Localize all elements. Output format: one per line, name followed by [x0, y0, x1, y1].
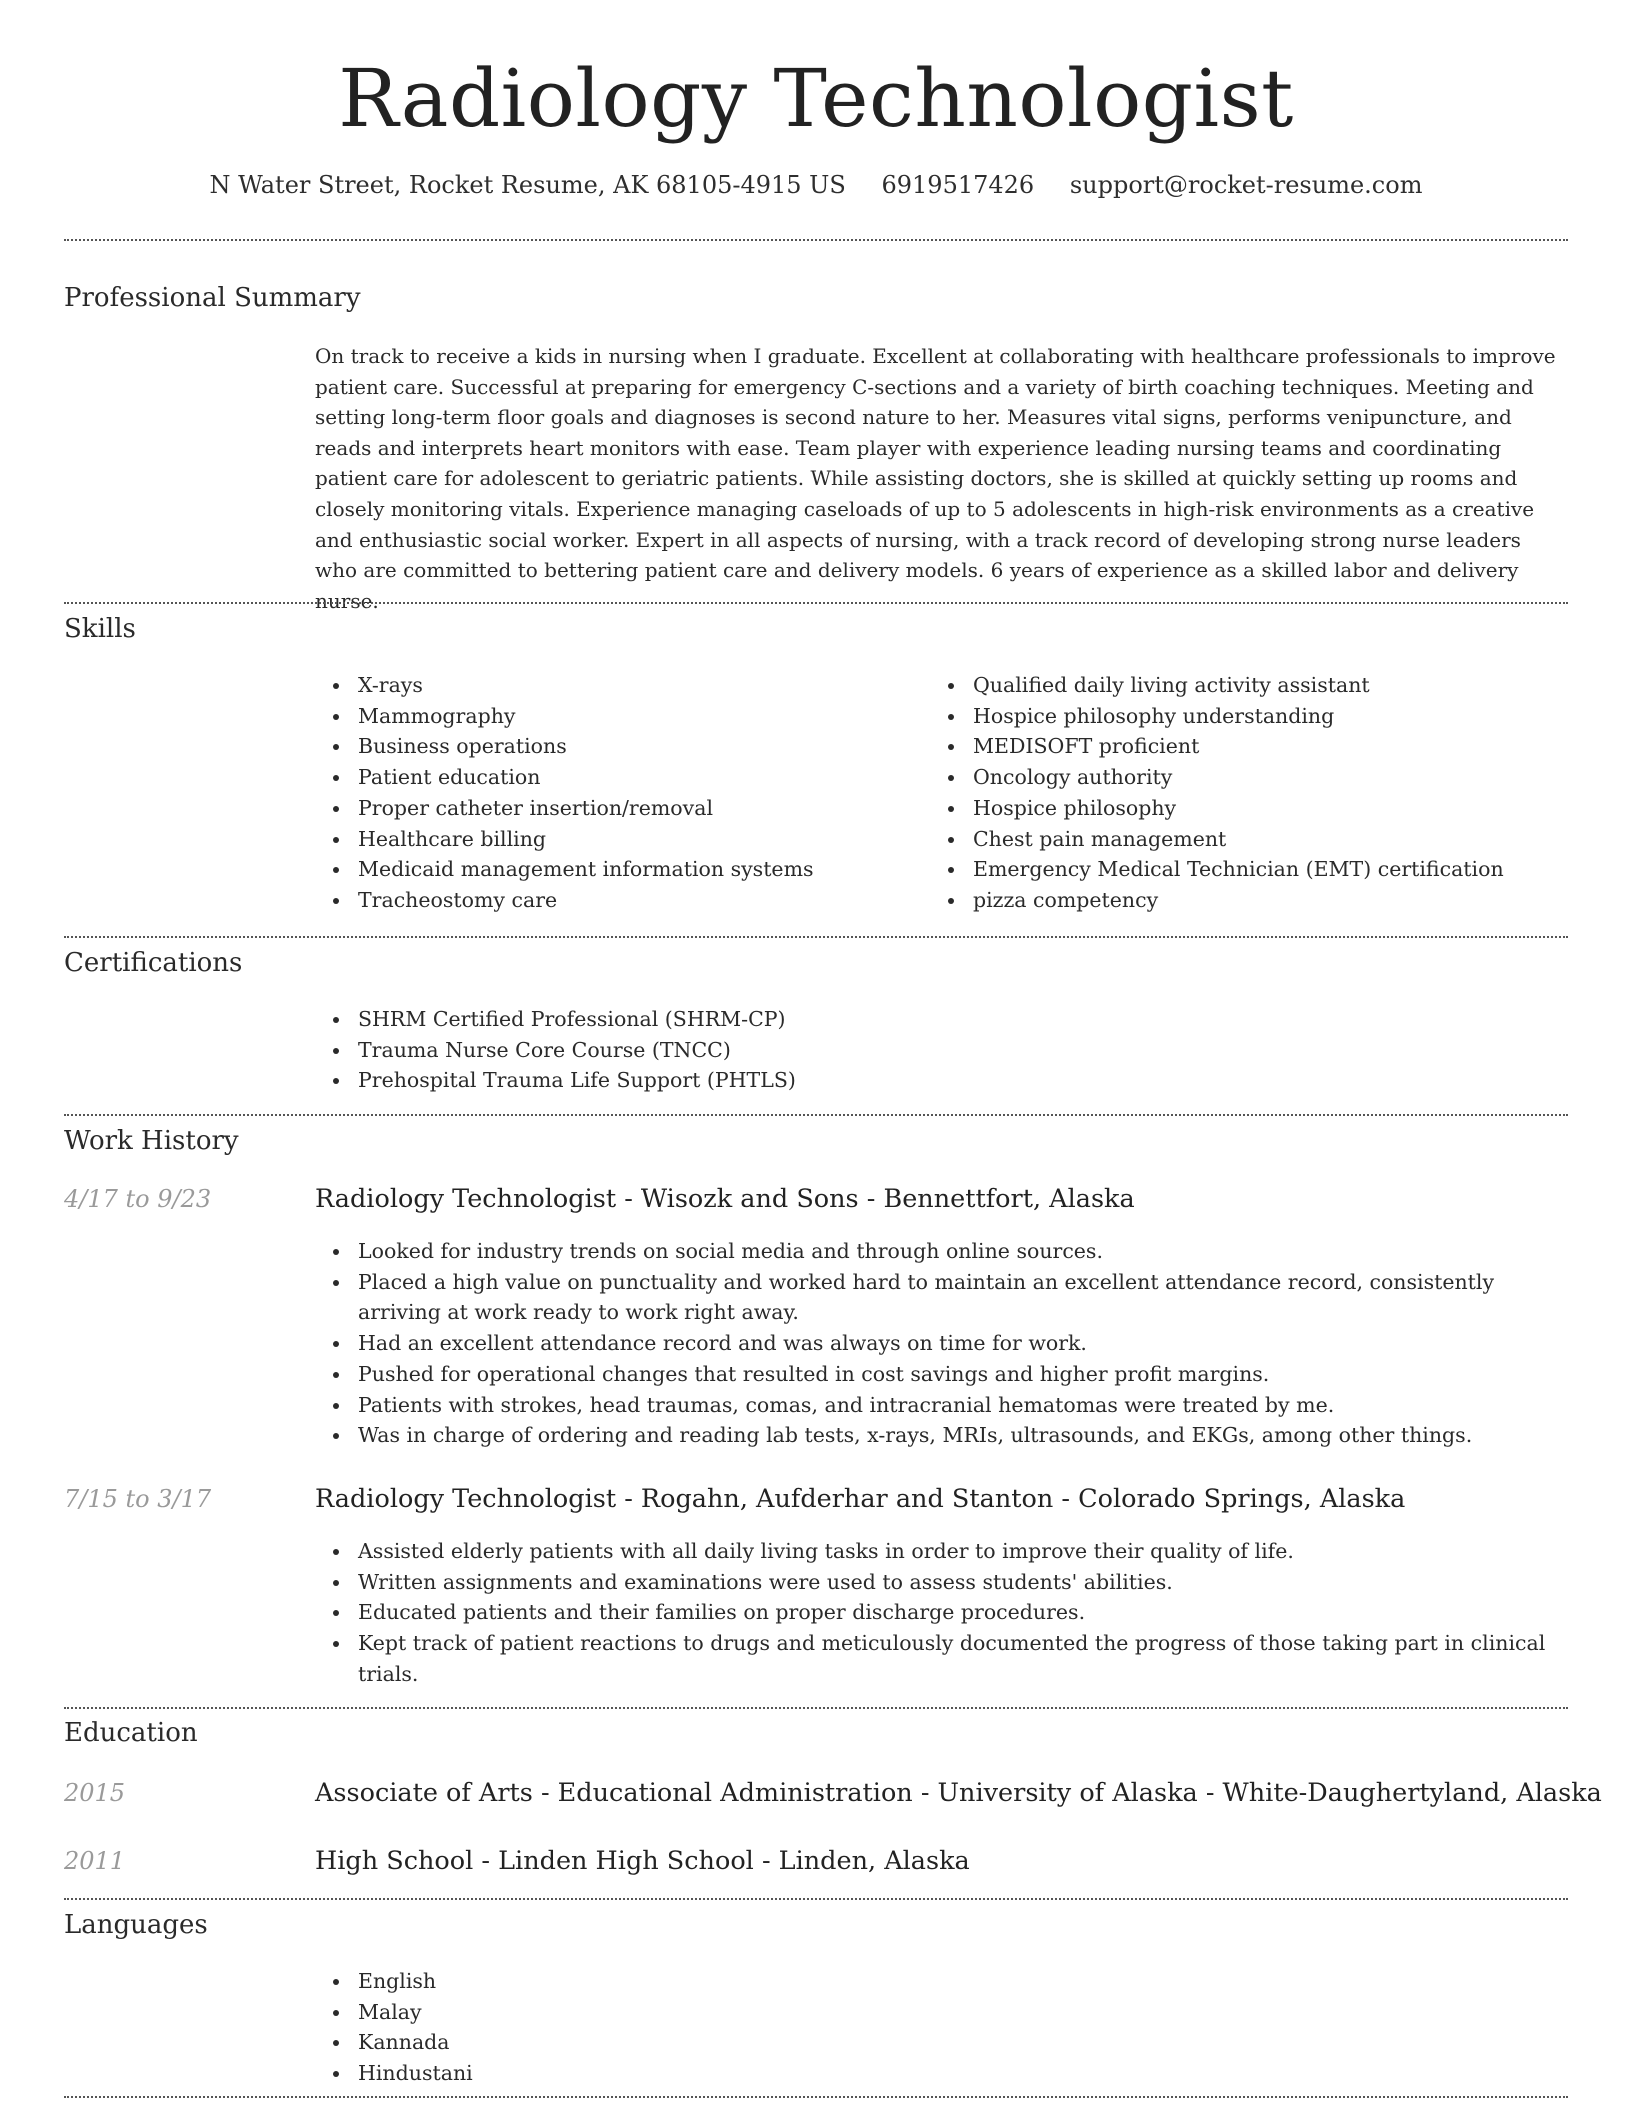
language-item: Kannada	[315, 2027, 915, 2058]
skill-item: Hospice philosophy understanding	[930, 701, 1566, 732]
job-bullet: Pushed for operational changes that resulted in cost savings and higher profit margins.	[315, 1359, 1565, 1390]
languages-heading: Languages	[64, 1910, 208, 1940]
summary-heading: Professional Summary	[64, 283, 361, 313]
language-item: Hindustani	[315, 2058, 915, 2089]
skill-item: X-rays	[315, 670, 915, 701]
skills-list-right	[930, 670, 1566, 916]
divider	[64, 1898, 1568, 1900]
certification-item: Prehospital Trauma Life Support (PHTLS)	[315, 1065, 1565, 1096]
skills-heading: Skills	[64, 614, 136, 644]
divider	[64, 936, 1568, 938]
divider	[64, 239, 1568, 241]
certification-item: SHRM Certified Professional (SHRM-CP)	[315, 1004, 1565, 1035]
job-dates: 4/17 to 9/23	[64, 1185, 212, 1213]
skill-item: Qualified daily living activity assistant	[930, 670, 1566, 701]
contact-phone: 6919517426	[881, 171, 1035, 199]
contact-line	[64, 171, 1568, 199]
language-item: English	[315, 1966, 915, 1997]
skill-item: Mammography	[315, 701, 915, 732]
job-bullet: Patients with strokes, head traumas, comas, and intracranial hematomas were treated by me.	[315, 1390, 1565, 1421]
job-title: Radiology Technologist - Wisozk and Sons - Bennettfort, Alaska	[315, 1184, 1135, 1214]
education-year: 2015	[64, 1779, 126, 1807]
job-bullet: Educated patients and their families on proper discharge procedures.	[315, 1597, 1565, 1628]
job-bullets	[315, 1536, 1565, 1690]
skill-item: Healthcare billing	[315, 824, 915, 855]
job-dates: 7/15 to 3/17	[64, 1485, 212, 1513]
job-bullet: Had an excellent attendance record and was always on time for work.	[315, 1328, 1565, 1359]
job-bullet: Placed a high value on punctuality and worked hard to maintain an excellent attendance record, consistently arriving at work ready to work right away.	[315, 1267, 1565, 1328]
contact-address: N Water Street, Rocket Resume, AK 68105-4915 US	[209, 171, 846, 199]
skill-item: Oncology authority	[930, 762, 1566, 793]
education-entry: High School - Linden High School - Linden, Alaska	[315, 1846, 970, 1876]
languages-list	[315, 1966, 915, 2089]
language-item: Malay	[315, 1997, 915, 2028]
divider	[64, 2096, 1568, 2098]
skill-item: Tracheostomy care	[315, 885, 915, 916]
job-title: Radiology Technologist - Rogahn, Aufderhar and Stanton - Colorado Springs, Alaska	[315, 1484, 1406, 1514]
job-bullets	[315, 1236, 1565, 1451]
job-bullet: Was in charge of ordering and reading lab tests, x-rays, MRIs, ultrasounds, and EKGs, among other things.	[315, 1420, 1565, 1451]
skill-item: Chest pain management	[930, 824, 1566, 855]
contact-email: support@rocket-resume.com	[1069, 171, 1423, 199]
divider	[64, 1114, 1568, 1116]
skill-item: Patient education	[315, 762, 915, 793]
job-bullet: Assisted elderly patients with all daily living tasks in order to improve their quality of life.	[315, 1536, 1565, 1567]
job-bullet: Written assignments and examinations were used to assess students' abilities.	[315, 1567, 1565, 1598]
resume-name: Radiology Technologist	[338, 52, 1294, 145]
summary-text: On track to receive a kids in nursing when I graduate. Excellent at collaborating with healthcare professionals to improve patient care. Successful at preparing for emergency C-sections and a variety of birth coaching techniques. Meeting and setting long-term floor goals and diagnoses is second nature to her. Measures vital signs, performs venipuncture, and reads and interprets heart monitors with ease. Team player with experience leading nursing teams and coordinating patient care for adolescent to geriatric patients. While assisting doctors, she is skilled at quickly setting up rooms and closely monitoring vitals. Experience managing caseloads of up to 5 adolescents in high-risk environments as a creative and enthusiastic social worker. Expert in all aspects of nursing, with a track record of developing strong nurse leaders who are committed to bettering patient care and delivery models. 6 years of experience as a skilled labor and delivery nurse.	[315, 344, 1556, 613]
skill-item: Proper catheter insertion/removal	[315, 793, 915, 824]
skills-list-left	[315, 670, 915, 916]
skill-item: pizza competency	[930, 885, 1566, 916]
certifications-heading: Certifications	[64, 948, 243, 978]
certifications-list	[315, 1004, 1565, 1096]
skill-item: Hospice philosophy	[930, 793, 1566, 824]
certification-item: Trauma Nurse Core Course (TNCC)	[315, 1035, 1565, 1066]
work-heading: Work History	[64, 1126, 239, 1156]
divider	[64, 602, 1568, 604]
divider	[64, 1707, 1568, 1709]
job-bullet: Kept track of patient reactions to drugs and meticulously documented the progress of those taking part in clinical trials.	[315, 1628, 1565, 1689]
job-bullet: Looked for industry trends on social media and through online sources.	[315, 1236, 1565, 1267]
skill-item: MEDISOFT proficient	[930, 731, 1566, 762]
skill-item: Business operations	[315, 731, 915, 762]
education-year: 2011	[64, 1847, 126, 1875]
skill-item: Emergency Medical Technician (EMT) certification	[930, 854, 1566, 885]
skill-item: Medicaid management information systems	[315, 854, 915, 885]
education-entry: Associate of Arts - Educational Administration - University of Alaska - White-Daughertyland, Alaska	[315, 1778, 1602, 1808]
education-heading: Education	[64, 1718, 198, 1748]
